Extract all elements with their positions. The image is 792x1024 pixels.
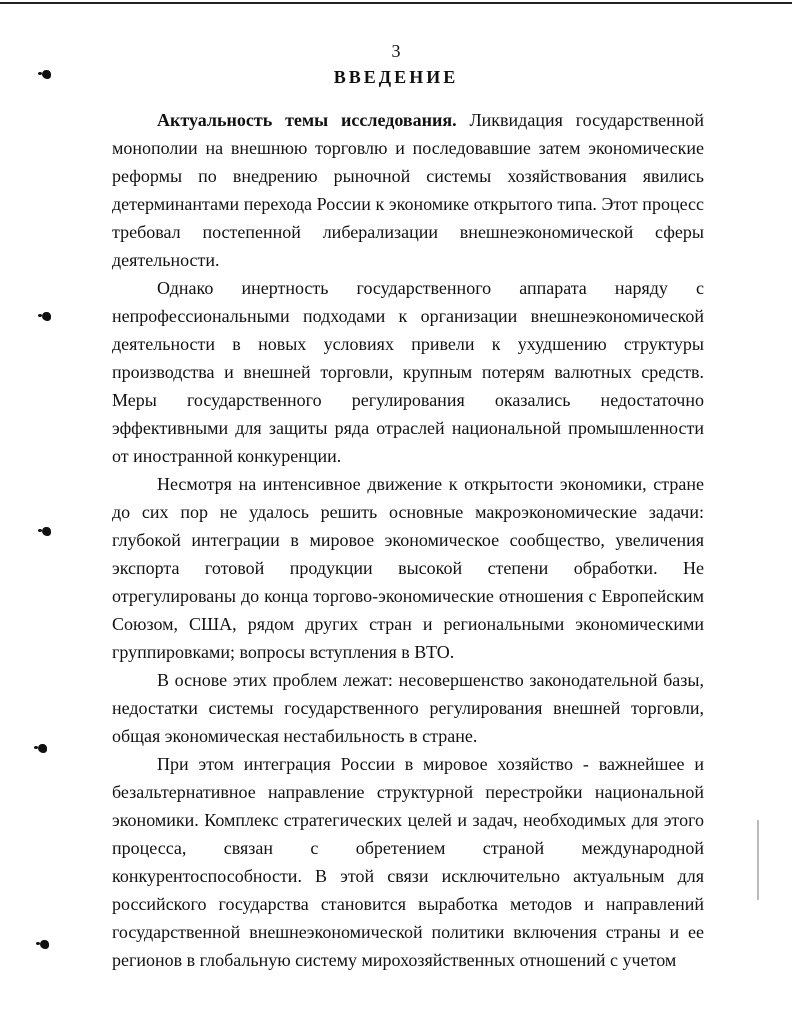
scan-top-edge-line: [0, 2, 792, 4]
paragraph-lead-bold: Актуальность темы исследования.: [157, 110, 457, 130]
paragraph-text: Однако инертность государственного аппарата наряду с непрофессиональными подходами к организации внешнеэкономической деятельности в новых условиях привели к ухудшению структуры производства и внешней торговли, крупным потерям валютных средств. Меры государственного регулирования оказались недостаточно эффективными для защиты ряда отраслей национальной промышленности от иностранной конкуренции.: [112, 278, 704, 466]
paragraph-inertia: [112, 274, 704, 470]
paragraph-integration: [112, 750, 704, 974]
section-heading: ВВЕДЕНИЕ: [333, 67, 459, 87]
paragraph-text: При этом интеграция России в мировое хозяйство - важнейшее и безальтернативное направление структурной перестройки национальной экономики. Комплекс стратегических целей и задач, необходимых для этого процесса, связан с обретением страной международной конкурентоспособности. В этой связи исключительно актуальным для российского государства становится выработка методов и направлений государственной внешнеэкономической политики включения страны и ее регионов в глобальную систему мирохозяйственных отношений с учетом: [112, 754, 704, 970]
binding-hole-mark: [42, 527, 51, 536]
scan-margin-line: [757, 820, 759, 900]
binding-hole-mark: [38, 744, 47, 753]
document-body: [112, 106, 704, 974]
paragraph-problems: [112, 666, 704, 750]
paragraph-text: В основе этих проблем лежат: несовершенство законодательной базы, недостатки системы государственного регулирования внешней торговли, общая экономическая нестабильность в стране.: [112, 670, 704, 746]
paragraph-text: Несмотря на интенсивное движение к открытости экономики, стране до сих пор не удалось решить основные макроэкономические задачи: глубокой интеграции в мировое экономическое сообщество, увеличения экспорта готовой продукции высокой степени обработки. Не отрегулированы до конца торгово-экономические отношения с Европейским Союзом, США, рядом других стран и региональными экономическими группировками; вопросы вступления в ВТО.: [112, 474, 704, 662]
page-number: 3: [391, 41, 401, 61]
binding-hole-mark: [42, 312, 51, 321]
binding-hole-mark: [40, 940, 49, 949]
paragraph-relevance: [112, 106, 704, 274]
paragraph-text: Ликвидация государственной монополии на внешнюю торговлю и последовавшие затем экономические реформы по внедрению рыночной системы хозяйствования явились детерминантами перехода России к экономике открытого типа. Этот процесс требовал постепенной либерализации внешнеэкономической сферы деятельности.: [112, 110, 704, 270]
paragraph-openness: [112, 470, 704, 666]
